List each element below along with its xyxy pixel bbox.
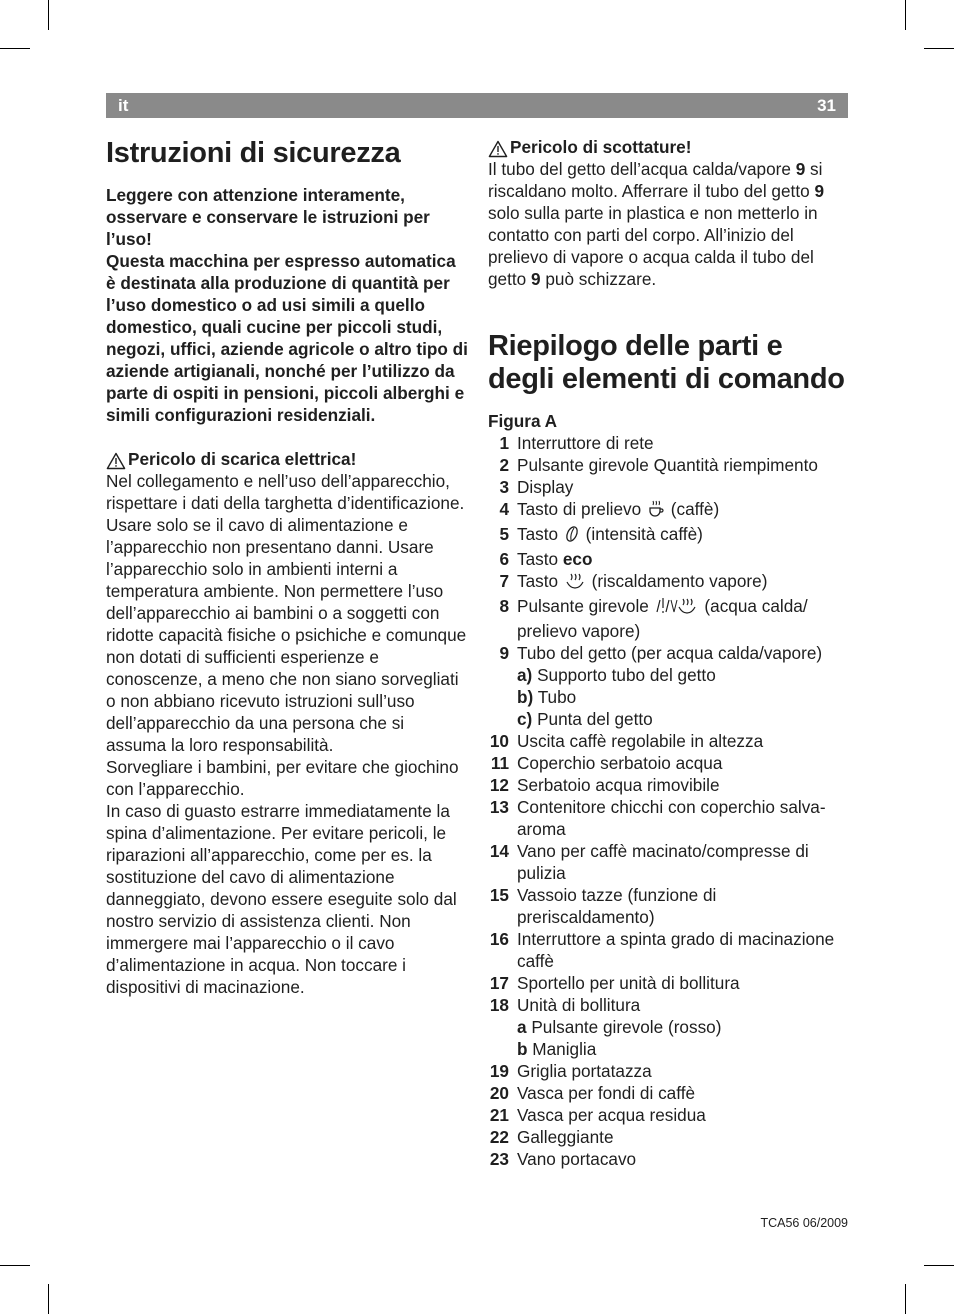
page-header <box>106 93 848 118</box>
list-item: 21 Vasca per acqua residua <box>489 1105 706 1125</box>
figure-label: Figura A <box>488 411 558 431</box>
list-item: 6 Tasto eco <box>499 549 593 569</box>
scald-warning-label: Pericolo di scottature! <box>510 137 692 157</box>
list-subitem: b Maniglia <box>517 1039 597 1059</box>
list-item: 22 Galleggiante <box>489 1127 614 1147</box>
hot-water-steam-icon <box>656 597 698 620</box>
list-subitem: a Pulsante girevole (rosso) <box>517 1017 722 1037</box>
footer-model-date: TCA56 06/2009 <box>760 1216 848 1230</box>
list-item: 23 Vano portacavo <box>489 1149 637 1169</box>
parts-title: Riepilogo delle parti e degli elementi di comando <box>488 330 845 395</box>
warning-triangle-icon <box>106 452 126 470</box>
list-item: 2 Pulsante girevole Quantità riempimento <box>499 455 818 475</box>
list-item: 15 Vassoio tazze (funzione di preriscaldamento) <box>489 885 717 927</box>
right-column <box>488 136 854 1170</box>
list-item: 17 Sportello per unità di bollitura <box>489 973 740 993</box>
list-item: 8 Pulsante girevole (acqua calda/ prelievo vapore) <box>499 596 808 641</box>
list-item: 3 Display <box>499 477 574 497</box>
coffee-cup-icon <box>648 500 664 523</box>
safety-title: Istruzioni di sicurezza <box>106 137 401 169</box>
list-item: 18 Unità di bollitura <box>489 995 641 1015</box>
list-subitem: b) Tubo <box>517 687 577 707</box>
crop-mark <box>905 1284 906 1314</box>
list-item: 20 Vasca per fondi di caffè <box>489 1083 696 1103</box>
list-item: 10 Uscita caffè regolabile in altezza <box>489 731 764 751</box>
list-item: 19 Griglia portatazza <box>489 1061 652 1081</box>
list-item: 11 Coperchio serbatoio acqua <box>490 753 723 773</box>
intro-paragraph-2: Questa macchina per espresso automatica è destinata alla produzione di quantità per l’uso domestico o ad usi simili a quello domestico, quali cucine per piccoli studi, negozi, uffici, aziende agricole o altro tipo di aziende artigianali, nonché per l’utilizzo da parte di ospiti in pensioni, piccoli alberghi e simili configurazioni residenziali. <box>106 251 468 425</box>
list-item: 4 Tasto di prelievo (caffè) <box>488 498 854 523</box>
warning-triangle-icon <box>488 140 508 158</box>
list-item: 9 Tubo del getto (per acqua calda/vapore) <box>499 643 823 663</box>
crop-mark <box>924 1265 954 1266</box>
crop-mark <box>48 1284 49 1314</box>
crop-mark <box>924 48 954 49</box>
scald-warning-heading <box>488 136 854 158</box>
left-column <box>106 136 468 998</box>
electric-paragraph-1: Nel collegamento e nell’uso dell’apparecchio, rispettare i dati della targhetta d’identificazione. Usare solo se il cavo di alimentazione e l’apparecchio non presentano danni. Usare l’apparecchio solo in ambienti interni a temperatura ambiente. Non permettere l’uso dell’apparecchio ai bambini o a soggetti con ridotte capacità fisiche o psichiche e comunque non dotati di sufficienti esperienze e conoscenze, a meno che non siano sorvegliati o non abbiano ricevuto istruzioni sull’uso dell’apparecchio da una persona che si assuma la loro responsabilità. <box>106 471 467 755</box>
scald-paragraph: Il tubo del getto dell’acqua calda/vapore 9 si riscaldano molto. Afferrare il tubo del getto 9 solo sulla parte in plastica e non metterlo in contatto con parti del corpo. All’inizio del prelievo di vapore o acqua calda il tubo del getto 9 può schizzare. <box>488 159 824 289</box>
list-subitem: a) Supporto tubo del getto <box>517 665 716 685</box>
steam-icon <box>565 572 585 595</box>
list-item: 7 Tasto (riscaldamento vapore) <box>488 570 854 595</box>
page-number: 31 <box>817 96 836 115</box>
list-item: 1 Interruttore di rete <box>499 433 654 453</box>
crop-mark <box>905 0 906 30</box>
list-item: 5 Tasto (intensità caffè) <box>488 523 854 548</box>
list-item: 12 Serbatoio acqua rimovibile <box>489 775 720 795</box>
electric-warning-label: Pericolo di scarica elettrica! <box>128 449 357 469</box>
parts-list <box>488 432 854 1170</box>
crop-mark <box>48 0 49 30</box>
crop-mark <box>0 1265 30 1266</box>
language-code: it <box>118 96 129 115</box>
list-item: 16 Interruttore a spinta grado di macinazione caffè <box>489 929 835 971</box>
list-item: 13 Contenitore chicchi con coperchio salvaaroma <box>489 797 826 839</box>
coffee-bean-icon <box>565 525 579 548</box>
list-item: 14 Vano per caffè macinato/compresse di pulizia <box>489 841 809 883</box>
electric-warning-heading <box>106 448 468 470</box>
electric-paragraph-3: In caso di guasto estrarre immediatamente la spina d’alimentazione. Per evitare pericoli, le riparazioni all’apparecchio, come per es. la sostituzione del cavo di alimentazione danneggiato, devono essere eseguite solo dal nostro servizio di assistenza clienti. Non immergere mai l’apparecchio o il cavo d’alimentazione in acqua. Non toccare i dispositivi di macinazione. <box>106 801 457 997</box>
electric-paragraph-2: Sorvegliare i bambini, per evitare che giochino con l’apparecchio. <box>106 757 459 799</box>
crop-mark <box>0 48 30 49</box>
list-subitem: c) Punta del getto <box>517 709 653 729</box>
intro-paragraph-1: Leggere con attenzione interamente, osservare e conservare le istruzioni per l’uso! <box>106 185 430 249</box>
